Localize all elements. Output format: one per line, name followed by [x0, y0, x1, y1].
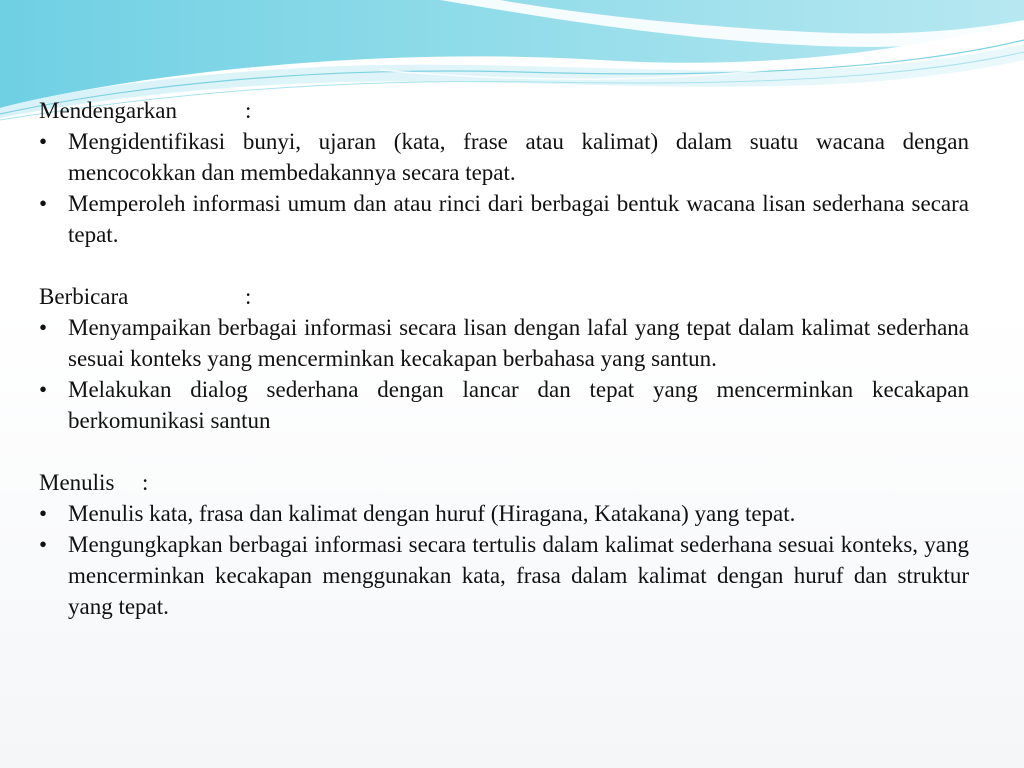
list-item-text: Menyampaikan berbagai informasi secara lisan dengan lafal yang tepat dalam kalimat sederhana sesuai konteks yang mencerminkan kecakapan berbahasa yang santun. [68, 315, 969, 371]
bullet-icon: • [39, 129, 48, 154]
section-menulis [39, 467, 969, 622]
section-mendengarkan [39, 95, 969, 250]
section-heading-colon: : [142, 470, 149, 495]
bullet-icon: • [39, 532, 48, 557]
list-item [39, 374, 969, 436]
list-item-text: Mengungkapkan berbagai informasi secara tertulis dalam kalimat sederhana sesuai konteks, yang mencerminkan kecakapan menggunakan kata, frasa dalam kalimat dengan huruf dan struktur yang tepat. [68, 532, 969, 619]
list-item [39, 188, 969, 250]
bullet-icon: • [39, 315, 48, 340]
list-item [39, 529, 969, 622]
bullet-icon: • [39, 377, 48, 402]
list-item-text: Melakukan dialog sederhana dengan lancar dan tepat yang mencerminkan kecakapan berkomunikasi santun [68, 377, 969, 433]
section-heading [39, 467, 969, 498]
bullet-list [39, 498, 969, 622]
list-item [39, 498, 969, 529]
bullet-icon: • [39, 501, 48, 526]
list-item [39, 312, 969, 374]
section-berbicara [39, 281, 969, 436]
slide-content [39, 95, 969, 622]
bullet-list [39, 312, 969, 436]
list-item-text: Memperoleh informasi umum dan atau rinci dari berbagai bentuk wacana lisan sederhana secara tepat. [68, 191, 969, 247]
list-item-text: Menulis kata, frasa dan kalimat dengan huruf (Hiragana, Katakana) yang tepat. [68, 501, 796, 526]
bullet-list [39, 126, 969, 250]
section-heading-label: Berbicara [39, 284, 129, 309]
list-item [39, 126, 969, 188]
section-heading [39, 281, 969, 312]
section-heading-label: Menulis [39, 470, 115, 495]
section-heading-label: Mendengarkan [39, 98, 177, 123]
list-item-text: Mengidentifikasi bunyi, ujaran (kata, frase atau kalimat) dalam suatu wacana dengan mencocokkan dan membedakannya secara tepat. [68, 129, 969, 185]
bullet-icon: • [39, 191, 48, 216]
section-heading [39, 95, 969, 126]
section-heading-colon: : [245, 284, 252, 309]
section-heading-colon: : [245, 98, 252, 123]
